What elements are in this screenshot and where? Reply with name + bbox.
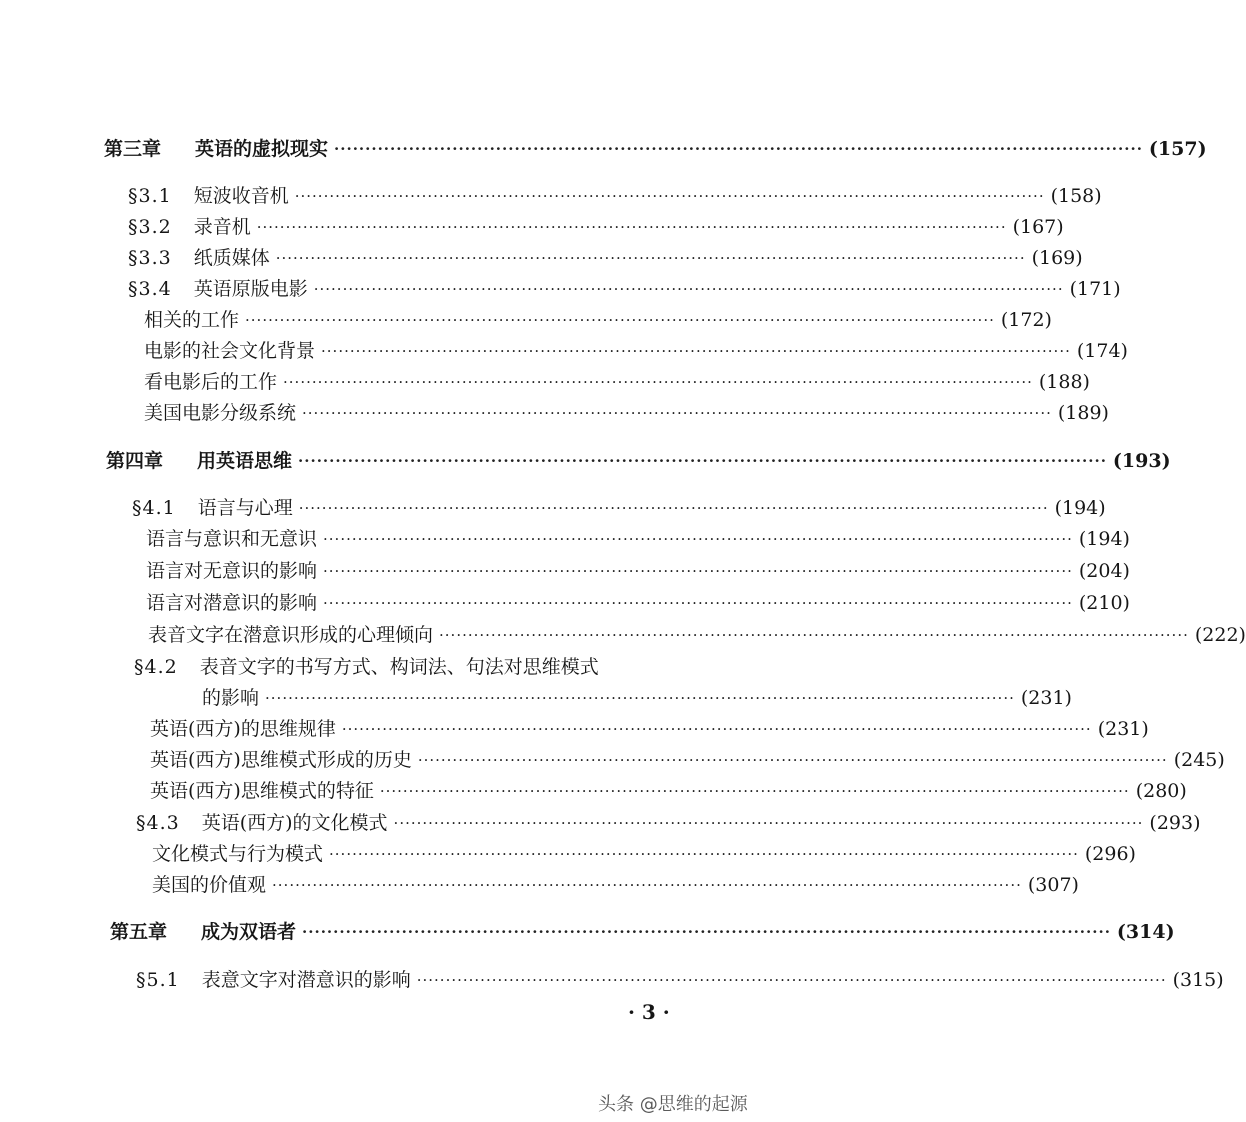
dot-leader: ·································································································································· xyxy=(275,249,1026,267)
page-ref: (231) xyxy=(1020,687,1072,709)
section-number: §4.3 xyxy=(136,812,180,834)
page-ref: (204) xyxy=(1078,560,1130,582)
section-title-cont: 的影响 xyxy=(202,687,260,709)
toc-entry xyxy=(144,336,1128,366)
entry-title: 电影的社会文化背景 xyxy=(144,340,316,362)
page-ref: (193) xyxy=(1112,450,1171,472)
section-number: §3.4 xyxy=(128,278,172,300)
dot-leader: ·································································································································· xyxy=(283,373,1033,391)
dot-leader: ·································································································································· xyxy=(321,342,1071,360)
page-ref: (188) xyxy=(1038,371,1090,393)
dot-leader: ·································································································································· xyxy=(313,280,1064,298)
toc-entry xyxy=(150,776,1187,806)
entry-title: 看电影后的工作 xyxy=(144,371,278,393)
page-ref: (296) xyxy=(1084,843,1136,865)
toc-entry xyxy=(144,367,1090,397)
entry-title: 表音文字在潜意识形成的心理倾向 xyxy=(148,624,434,646)
section-title: 语言与心理 xyxy=(197,497,293,519)
chapter-title: 成为双语者 xyxy=(201,921,297,943)
page-ref: (167) xyxy=(1012,216,1064,238)
toc-entry xyxy=(144,398,1109,428)
dot-leader: ·································································································································· xyxy=(265,689,1015,707)
section-title: 表音文字的书写方式、构词法、句法对思维模式 xyxy=(199,656,599,678)
page-ref: (210) xyxy=(1078,592,1130,614)
dot-leader: ·································································································································· xyxy=(298,452,1107,470)
entry-title: 英语(西方)思维模式的特征 xyxy=(150,780,374,802)
toc-section-4-1 xyxy=(132,493,1106,523)
toc-section-4-3 xyxy=(136,808,1201,838)
chapter-title: 用英语思维 xyxy=(197,450,293,472)
page-ref: (307) xyxy=(1027,874,1079,896)
dot-leader: ·································································································································· xyxy=(417,751,1168,769)
chapter-number: 第三章 xyxy=(104,138,162,160)
dot-leader: ·································································································································· xyxy=(294,187,1045,205)
toc-entry xyxy=(146,524,1130,554)
dot-leader: ·································································································································· xyxy=(334,140,1143,158)
toc-section-4-2-cont xyxy=(202,683,1072,713)
entry-title: 英语(西方)思维模式形成的历史 xyxy=(150,749,412,771)
watermark: 头条 @思维的起源 xyxy=(598,1094,748,1115)
toc-entry xyxy=(146,588,1130,618)
dot-leader: ·································································································································· xyxy=(272,876,1022,894)
section-title: 短波收音机 xyxy=(193,185,289,207)
toc-chapter-4 xyxy=(106,446,1171,476)
section-number: §4.1 xyxy=(132,497,176,519)
dot-leader: ·································································································································· xyxy=(323,594,1073,612)
section-number: §5.1 xyxy=(136,969,180,991)
entry-title: 相关的工作 xyxy=(144,309,240,331)
entry-title: 美国电影分级系统 xyxy=(144,402,297,424)
section-number: §3.3 xyxy=(128,247,172,269)
entry-title: 语言对潜意识的影响 xyxy=(146,592,318,614)
dot-leader: ·································································································································· xyxy=(341,720,1092,738)
page-ref: (171) xyxy=(1069,278,1121,300)
toc-entry xyxy=(146,556,1130,586)
page-ref: (315) xyxy=(1172,969,1224,991)
entry-title: 美国的价值观 xyxy=(152,874,267,896)
toc-entry xyxy=(150,714,1149,744)
entry-title: 英语(西方)的思维规律 xyxy=(150,718,336,740)
entry-title: 语言对无意识的影响 xyxy=(146,560,318,582)
toc-entry xyxy=(152,839,1136,869)
page-ref: (222) xyxy=(1194,624,1246,646)
page-ref: (245) xyxy=(1173,749,1225,771)
dot-leader: ·································································································································· xyxy=(302,404,1052,422)
dot-leader: ·································································································································· xyxy=(323,530,1073,548)
section-number: §3.1 xyxy=(128,185,172,207)
page-ref: (189) xyxy=(1057,402,1109,424)
page-ref: (231) xyxy=(1097,718,1149,740)
section-number: §3.2 xyxy=(128,216,172,238)
dot-leader: ·································································································································· xyxy=(323,562,1073,580)
page-ref: (172) xyxy=(1000,309,1052,331)
entry-title: 语言与意识和无意识 xyxy=(146,528,318,550)
dot-leader: ·································································································································· xyxy=(393,814,1144,832)
toc-section-4-2 xyxy=(134,652,599,682)
page-ref: (314) xyxy=(1116,921,1175,943)
toc-entry xyxy=(148,620,1246,650)
toc-entry xyxy=(152,870,1079,900)
page-ref: (194) xyxy=(1078,528,1130,550)
dot-leader: ·································································································································· xyxy=(329,845,1079,863)
page-ref: (280) xyxy=(1135,780,1187,802)
chapter-number: 第四章 xyxy=(106,450,164,472)
section-title: 英语(西方)的文化模式 xyxy=(201,812,388,834)
dot-leader: ·································································································································· xyxy=(302,923,1111,941)
toc-chapter-3 xyxy=(104,134,1207,164)
page-ref: (174) xyxy=(1076,340,1128,362)
dot-leader: ·································································································································· xyxy=(379,782,1130,800)
section-title: 纸质媒体 xyxy=(193,247,270,269)
section-number: §4.2 xyxy=(134,656,178,678)
section-title: 英语原版电影 xyxy=(193,278,308,300)
dot-leader: ·································································································································· xyxy=(298,499,1049,517)
entry-title: 文化模式与行为模式 xyxy=(152,843,324,865)
section-title: 表意文字对潜意识的影响 xyxy=(201,969,411,991)
page-ref: (157) xyxy=(1148,138,1207,160)
toc-section-3-3 xyxy=(128,243,1083,273)
dot-leader: ·································································································································· xyxy=(256,218,1007,236)
chapter-number: 第五章 xyxy=(110,921,168,943)
toc-section-3-1 xyxy=(128,181,1102,211)
dot-leader: ·································································································································· xyxy=(245,311,995,329)
page-ref: (169) xyxy=(1031,247,1083,269)
toc-entry xyxy=(144,305,1052,335)
page-number: · 3 · xyxy=(628,1000,670,1024)
chapter-title: 英语的虚拟现实 xyxy=(195,138,329,160)
toc-section-3-2 xyxy=(128,212,1064,242)
page-ref: (293) xyxy=(1149,812,1201,834)
toc-section-3-4 xyxy=(128,274,1121,304)
toc-section-5-1 xyxy=(136,965,1224,995)
page-ref: (158) xyxy=(1050,185,1102,207)
dot-leader: ·································································································································· xyxy=(439,626,1189,644)
toc-entry xyxy=(150,745,1225,775)
toc-chapter-5 xyxy=(110,917,1175,947)
section-title: 录音机 xyxy=(193,216,251,238)
dot-leader: ·································································································································· xyxy=(416,971,1167,989)
page-ref: (194) xyxy=(1054,497,1106,519)
